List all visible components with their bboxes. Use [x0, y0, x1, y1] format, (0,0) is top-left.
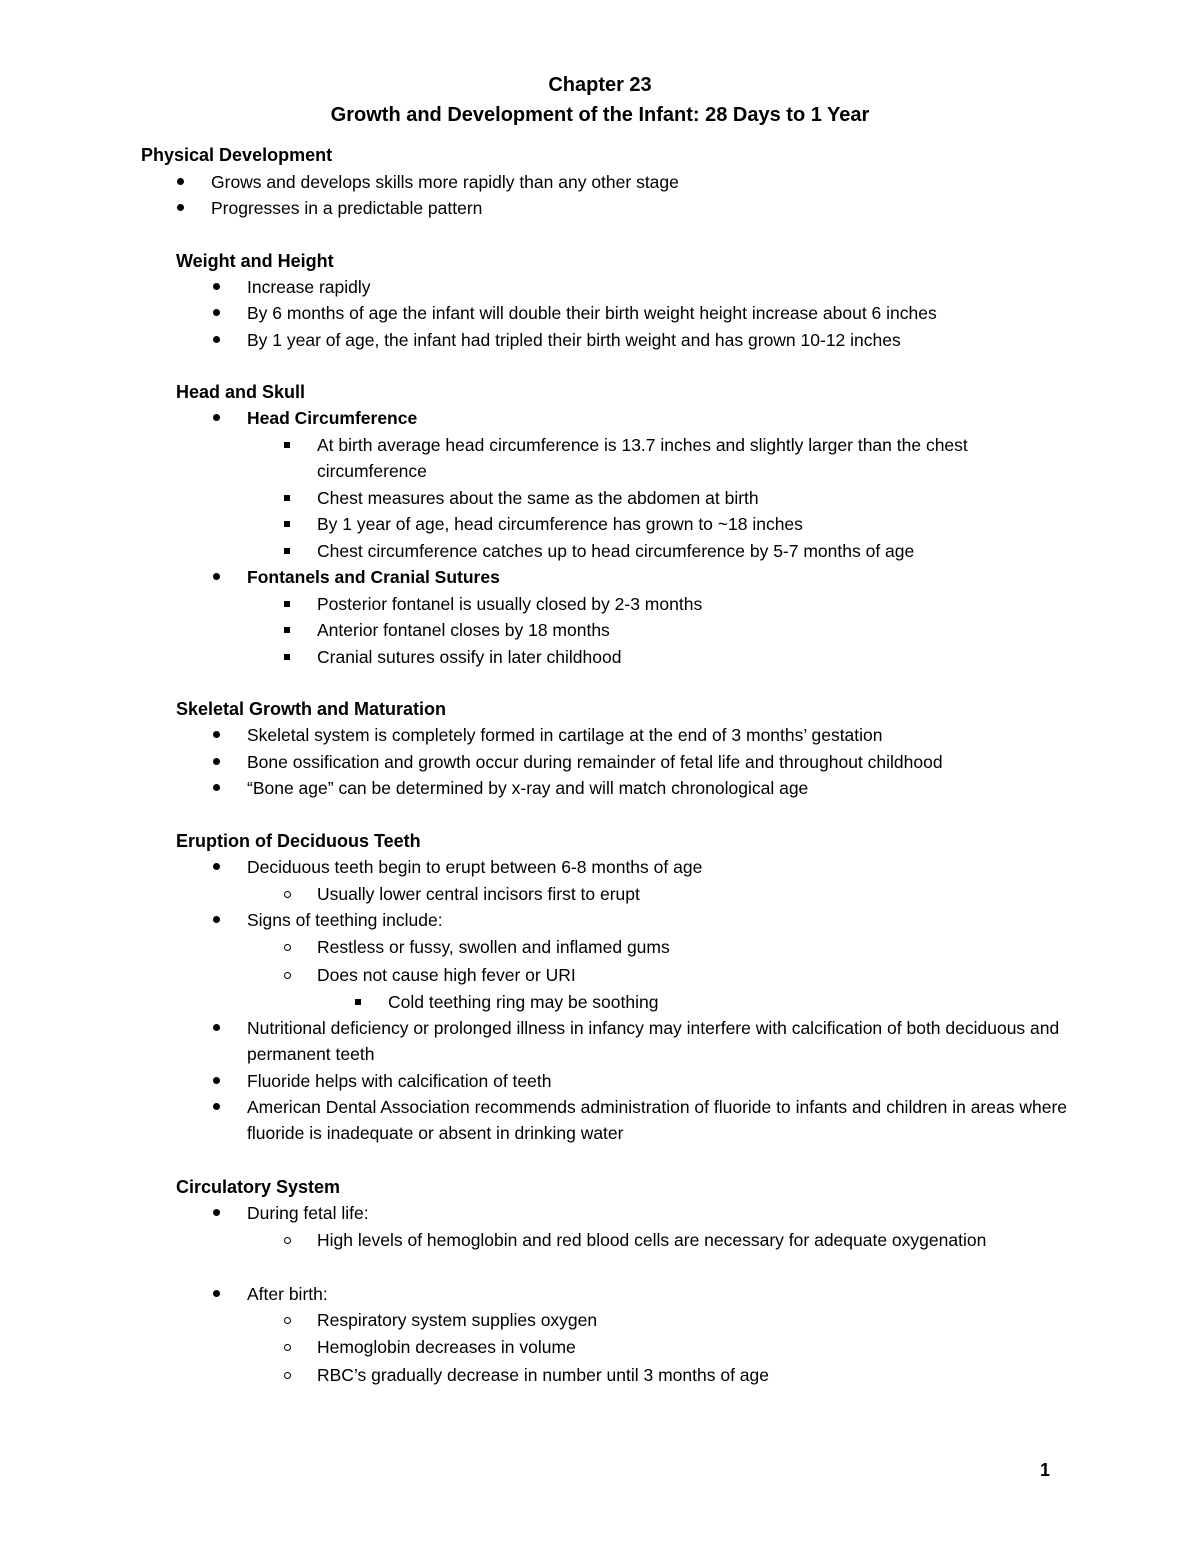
list-item-head-circumference: Head Circumference	[247, 405, 1127, 431]
list-item: Anterior fontanel closes by 18 months	[317, 617, 1117, 643]
circle-bullet-icon	[284, 972, 291, 979]
list-item: At birth average head circumference is 13.7 inches and slightly larger than the chest circumference	[317, 432, 1062, 484]
bullet-icon	[213, 1024, 220, 1031]
list-item: During fetal life:	[247, 1200, 1127, 1226]
square-bullet-icon	[284, 654, 290, 660]
list-item: Fluoride helps with calcification of teeth	[247, 1068, 1127, 1094]
bullet-icon	[177, 178, 184, 185]
square-bullet-icon	[284, 442, 290, 448]
list-item: Usually lower central incisors first to erupt	[317, 881, 1117, 907]
list-item: By 1 year of age, head circumference has grown to ~18 inches	[317, 511, 1117, 537]
circle-bullet-icon	[284, 1237, 291, 1244]
square-bullet-icon	[284, 548, 290, 554]
section-heading-weight-height: Weight and Height	[176, 251, 334, 271]
section-heading-skeletal: Skeletal Growth and Maturation	[176, 699, 447, 719]
bullet-icon	[213, 283, 220, 290]
bullet-icon	[213, 309, 220, 316]
list-item: Increase rapidly	[247, 274, 1127, 300]
list-item: American Dental Association recommends administration of fluoride to infants and children in areas where fluoride is inadequate or absent in drinking water	[247, 1094, 1067, 1146]
list-item: Does not cause high fever or URI	[317, 962, 1117, 988]
section-heading-teeth: Eruption of Deciduous Teeth	[176, 831, 421, 851]
circle-bullet-icon	[284, 1317, 291, 1324]
list-item: Nutritional deficiency or prolonged illness in infancy may interfere with calcification of both deciduous and permanent teeth	[247, 1015, 1067, 1067]
list-item: Cold teething ring may be soothing	[388, 989, 1148, 1015]
bullet-icon	[213, 336, 220, 343]
list-item: After birth:	[247, 1281, 1127, 1307]
bullet-icon	[213, 414, 220, 421]
section-heading-head-skull: Head and Skull	[176, 382, 306, 402]
list-item: RBC’s gradually decrease in number until 3 months of age	[317, 1362, 1117, 1388]
square-bullet-icon	[284, 601, 290, 607]
bullet-icon	[177, 204, 184, 211]
bullet-icon	[213, 916, 220, 923]
bullet-icon	[213, 1290, 220, 1297]
list-item: Posterior fontanel is usually closed by 2-3 months	[317, 591, 1117, 617]
page-title: Growth and Development of the Infant: 28 Days to 1 Year	[330, 104, 870, 126]
circle-bullet-icon	[284, 1372, 291, 1379]
circle-bullet-icon	[284, 1344, 291, 1351]
page-number: 1	[1040, 1460, 1051, 1480]
square-bullet-icon	[355, 999, 361, 1005]
list-item: Progresses in a predictable pattern	[211, 195, 1111, 221]
square-bullet-icon	[284, 627, 290, 633]
list-item: By 6 months of age the infant will double their birth weight height increase about 6 inches	[247, 300, 1127, 326]
square-bullet-icon	[284, 495, 290, 501]
list-item: Hemoglobin decreases in volume	[317, 1334, 1117, 1360]
bullet-icon	[213, 863, 220, 870]
bullet-icon	[213, 1077, 220, 1084]
section-heading-circulatory: Circulatory System	[176, 1177, 341, 1197]
chapter-title: Chapter 23	[548, 74, 652, 96]
bullet-icon	[213, 1103, 220, 1110]
list-item: Chest measures about the same as the abdomen at birth	[317, 485, 1117, 511]
list-item: Restless or fussy, swollen and inflamed gums	[317, 934, 1117, 960]
circle-bullet-icon	[284, 944, 291, 951]
bullet-icon	[213, 1209, 220, 1216]
list-item: Deciduous teeth begin to erupt between 6-8 months of age	[247, 854, 1127, 880]
list-item: Grows and develops skills more rapidly than any other stage	[211, 169, 1111, 195]
list-item: High levels of hemoglobin and red blood cells are necessary for adequate oxygenation	[317, 1227, 997, 1253]
list-item: By 1 year of age, the infant had tripled their birth weight and has grown 10-12 inches	[247, 327, 1127, 353]
bullet-icon	[213, 758, 220, 765]
bullet-icon	[213, 784, 220, 791]
bullet-icon	[213, 573, 220, 580]
list-item: Respiratory system supplies oxygen	[317, 1307, 1117, 1333]
list-item: Skeletal system is completely formed in cartilage at the end of 3 months’ gestation	[247, 722, 1127, 748]
list-item: Bone ossification and growth occur during remainder of fetal life and throughout childhood	[247, 749, 1127, 775]
section-heading-physical-development: Physical Development	[141, 145, 333, 165]
list-item-fontanels: Fontanels and Cranial Sutures	[247, 564, 1127, 590]
bullet-icon	[213, 731, 220, 738]
list-item: Cranial sutures ossify in later childhood	[317, 644, 1117, 670]
circle-bullet-icon	[284, 891, 291, 898]
list-item: Chest circumference catches up to head circumference by 5-7 months of age	[317, 538, 1117, 564]
list-item: Signs of teething include:	[247, 907, 1127, 933]
square-bullet-icon	[284, 521, 290, 527]
list-item: “Bone age” can be determined by x-ray and will match chronological age	[247, 775, 1127, 801]
